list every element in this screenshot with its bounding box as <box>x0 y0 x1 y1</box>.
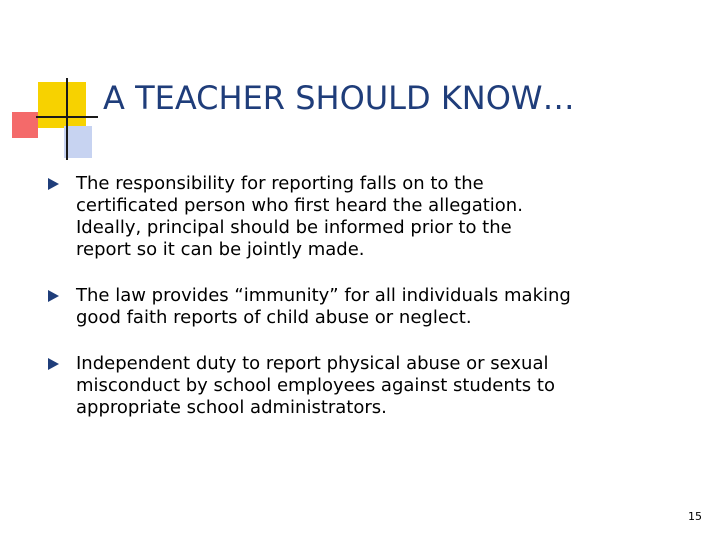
logo-horizontal-line <box>36 116 98 118</box>
bullet-item <box>48 285 678 329</box>
bullet-line: The law provides “immunity” for all individuals making <box>76 285 571 306</box>
bullet-item <box>48 173 678 261</box>
corner-squares-logo-icon <box>0 0 120 170</box>
bullet-line: Independent duty to report physical abuse or sexual <box>76 353 549 374</box>
logo-blue-square <box>64 126 92 158</box>
page-number: 15 <box>688 510 702 523</box>
logo-pink-square <box>12 112 38 138</box>
bullet-line: certificated person who first heard the allegation. <box>76 195 523 216</box>
bullet-line: Ideally, principal should be informed prior to the <box>76 217 512 238</box>
triangle-bullet-icon <box>48 178 59 190</box>
triangle-bullet-icon <box>48 290 59 302</box>
bullet-line: report so it can be jointly made. <box>76 239 365 260</box>
bullet-list <box>48 173 678 419</box>
bullet-item <box>48 353 678 419</box>
bullet-line: The responsibility for reporting falls on to the <box>76 173 484 194</box>
triangle-bullet-icon <box>48 358 59 370</box>
logo-vertical-line <box>66 78 68 160</box>
slide-title: A TEACHER SHOULD KNOW… <box>103 79 575 117</box>
logo-yellow-square <box>38 82 86 128</box>
bullet-line: appropriate school administrators. <box>76 397 387 418</box>
bullet-line: good faith reports of child abuse or neglect. <box>76 307 472 328</box>
bullet-line: misconduct by school employees against students to <box>76 375 555 396</box>
